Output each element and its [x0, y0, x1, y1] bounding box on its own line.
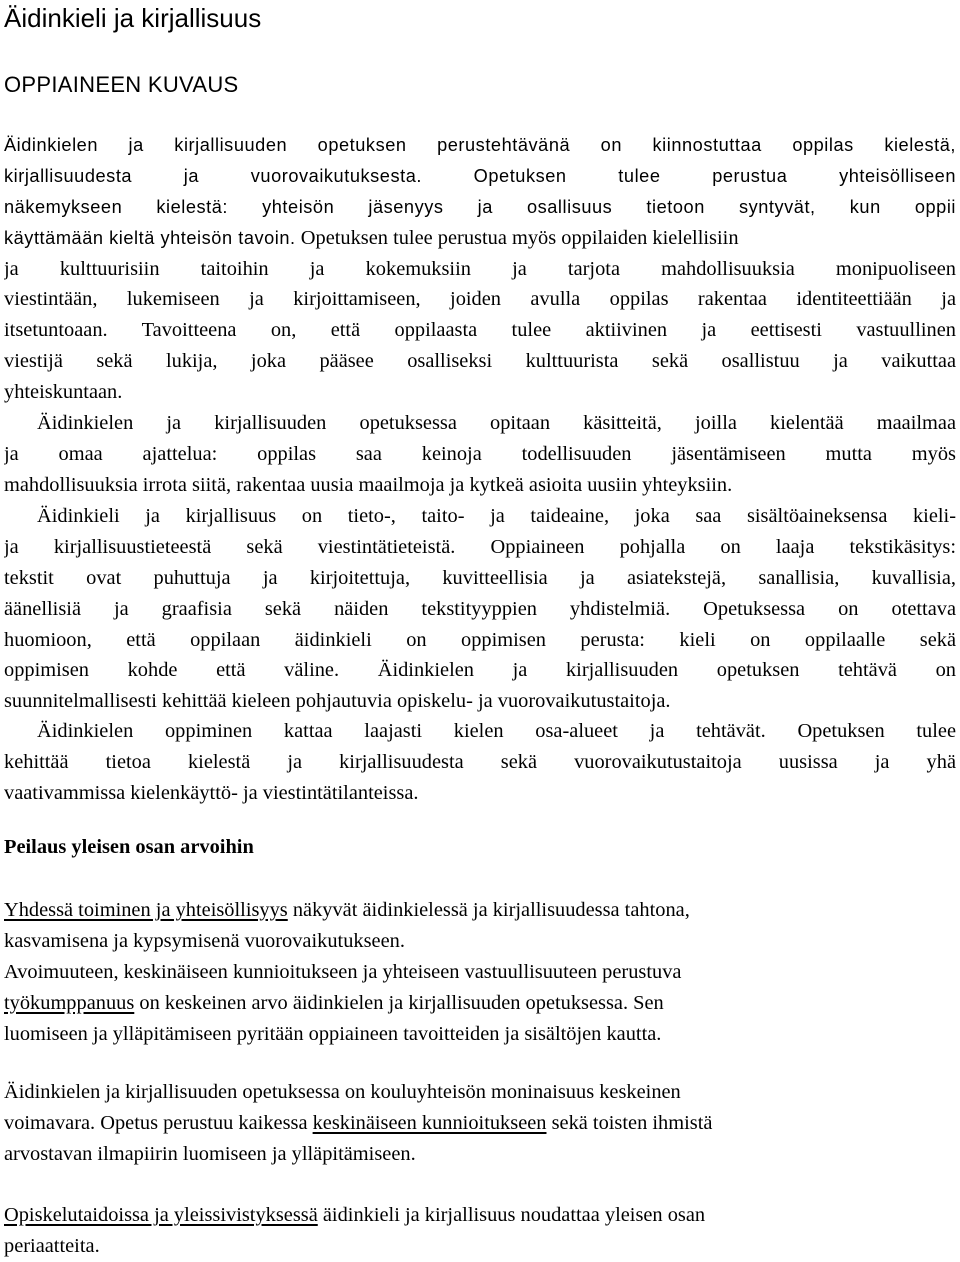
- page-title: Äidinkieli ja kirjallisuus: [4, 3, 262, 33]
- link-opiskelutaidot[interactable]: Opiskelutaidoissa ja yleissivistyksessä: [4, 1204, 318, 1226]
- text-line: Avoimuuteen, keskinäiseen kunnioitukseen ja yhteiseen vastuullisuuteen perustuva: [4, 960, 682, 983]
- text-line: mahdollisuuksia irrota siitä, rakentaa uusia maailmoja ja kytkeä asioita uusiin yhteyksiin.: [4, 473, 733, 496]
- text-line: ja kirjallisuustieteestä sekä viestintätieteistä. Oppiaineen pohjalla on laaja tekstikäsitys:: [4, 535, 956, 558]
- text-line: viestijä sekä lukija, joka pääsee osalliseksi kulttuurista sekä osallistuu ja vaikuttaa: [4, 350, 956, 373]
- text-line: luomiseen ja ylläpitämiseen pyritään oppiaineen tavoitteiden ja sisältöjen kautta.: [4, 1022, 662, 1045]
- text-fragment: on keskeinen arvo äidinkielen ja kirjallisuuden opetuksessa. Sen: [134, 991, 664, 1014]
- text-line: vaativammissa kielenkäyttö- ja viestintätilanteissa.: [4, 781, 419, 804]
- text-line: näkemykseen kielestä: yhteisön jäsenyys ja osallisuus tietoon syntyvät, kun oppii: [4, 196, 956, 217]
- values-heading: Peilaus yleisen osan arvoihin: [4, 836, 254, 858]
- text-line: ja omaa ajattelua: oppilas saa keinoja todellisuuden jäsentämiseen mutta myös: [4, 442, 956, 465]
- text-line: ja kulttuurisiin taitoihin ja kokemuksiin ja tarjota mahdollisuuksia monipuoliseen: [4, 257, 956, 280]
- text-line: [4, 895, 956, 926]
- description-paragraph-1: [4, 130, 956, 408]
- section-heading-description: OPPIAINEEN KUVAUS: [4, 72, 239, 97]
- text-line: [4, 1200, 956, 1231]
- text-fragment: äidinkieli ja kirjallisuus noudattaa yleisen osan: [317, 1204, 706, 1226]
- values-paragraph-2: [4, 1077, 956, 1170]
- text-line: huomioon, että oppilaan äidinkieli on oppimisen perusta: kieli on oppilaalle sekä: [4, 628, 956, 651]
- text-line: [4, 1108, 956, 1139]
- text-line: Äidinkielen oppiminen kattaa laajasti kielen osa-alueet ja tehtävät. Opetuksen tulee: [37, 720, 956, 742]
- text-line: [4, 223, 956, 254]
- text-line: kasvamisena ja kypsymisenä vuorovaikutukseen.: [4, 929, 405, 952]
- text-fragment: Opetuksen tulee perustua myös oppilaiden kielellisiin: [295, 226, 739, 249]
- text-fragment: näkyvät äidinkielessä ja kirjallisuudessa tahtona,: [287, 899, 690, 921]
- text-line: oppimisen kohde että väline. Äidinkielen ja kirjallisuuden opetuksen tehtävä on: [4, 659, 956, 682]
- text-line: periaatteita.: [4, 1234, 100, 1257]
- text-line: [4, 988, 956, 1019]
- text-line: viestintään, lukemiseen ja kirjoittamiseen, joiden avulla oppilas rakentaa identiteettiään ja: [4, 288, 956, 311]
- text-line: Äidinkieli ja kirjallisuus on tieto-, taito- ja taideaine, joka saa sisältöaineksensa kieli-: [37, 505, 956, 527]
- text-line: Äidinkielen ja kirjallisuuden opetuksen perustehtävänä on kiinnostuttaa oppilas kielestä,: [4, 135, 956, 155]
- text-fragment: sekä toisten ihmistä: [546, 1111, 713, 1134]
- values-paragraph-1: [4, 895, 956, 1049]
- text-line: suunnitelmallisesti kehittää kieleen pohjautuvia opiskelu- ja vuorovaikutustaitoja.: [4, 690, 671, 713]
- description-paragraph-4: [4, 716, 956, 809]
- text-line: tekstit ovat puhuttuja ja kirjoitettuja, kuvitteellisia ja asiatekstejä, sanallisia, kuvallisia,: [4, 566, 956, 589]
- description-paragraph-3: [4, 501, 956, 717]
- text-line: kirjallisuudesta ja vuorovaikutuksesta. Opetuksen tulee perustua yhteisölliseen: [4, 165, 956, 186]
- text-line: yhteiskuntaan.: [4, 381, 123, 404]
- text-line: Äidinkielen ja kirjallisuuden opetuksessa opitaan käsitteitä, joilla kielentää maailmaa: [37, 412, 956, 434]
- link-keskinainen-kunnioitus[interactable]: keskinäiseen kunnioitukseen: [312, 1111, 547, 1134]
- text-fragment: käyttämään kieltä yhteisön tavoin.: [4, 227, 296, 248]
- description-paragraph-2: [4, 408, 956, 501]
- values-paragraph-3: [4, 1200, 956, 1262]
- text-line: arvostavan ilmapiirin luomiseen ja ylläpitämiseen.: [4, 1142, 416, 1165]
- text-line: äänellisiä ja graafisia sekä näiden tekstityyppien yhdistelmiä. Opetuksessa on otettava: [4, 597, 956, 620]
- text-fragment: voimavara. Opetus perustuu kaikessa: [4, 1111, 313, 1134]
- text-line: kehittää tietoa kielestä ja kirjallisuudesta sekä vuorovaikutustaitoja uusissa ja yhä: [4, 750, 956, 773]
- text-line: itsetuntoaan. Tavoitteena on, että oppilaasta tulee aktiivinen ja eettisesti vastuullinen: [4, 319, 956, 342]
- text-line: Äidinkielen ja kirjallisuuden opetuksessa on kouluyhteisön moninaisuus keskeinen: [4, 1081, 681, 1103]
- link-tyokumppanuus[interactable]: työkumppanuus: [4, 991, 135, 1014]
- link-yhdessa-toiminen[interactable]: Yhdessä toiminen ja yhteisöllisyys: [4, 899, 288, 921]
